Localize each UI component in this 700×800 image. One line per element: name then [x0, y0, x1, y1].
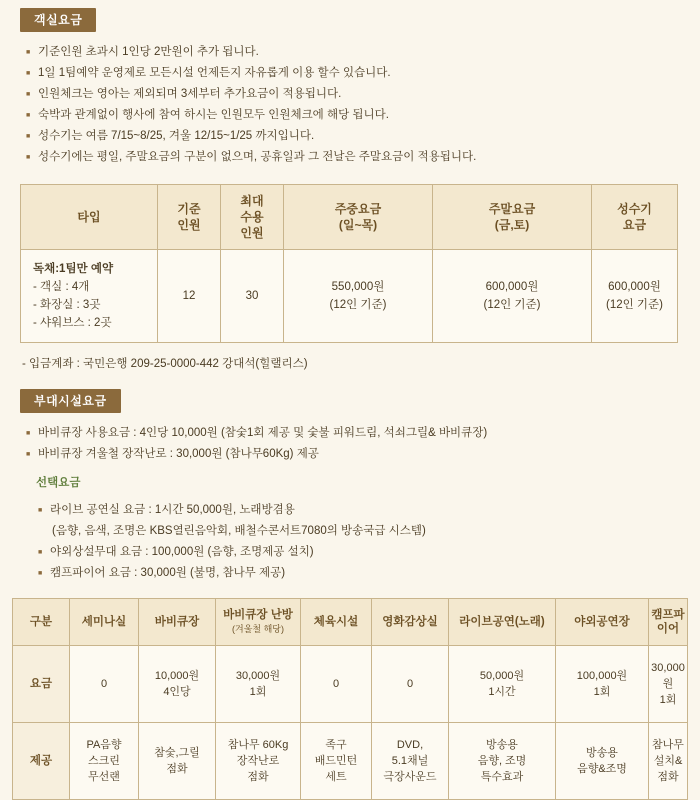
rooms-section-header — [0, 0, 700, 32]
col-campfire: 캠프파이어 — [649, 599, 688, 646]
cell-max-person: 30 — [221, 250, 284, 343]
col-peak: 성수기 요금 — [592, 185, 678, 250]
list-item: ■ 인원체크는 영아는 제외되며 3세부터 추가요금이 적용됩니다. — [26, 84, 700, 105]
cell-base-person: 12 — [158, 250, 221, 343]
list-item: ■ 숙박과 관계없이 행사에 참여 하시는 인원모두 인원체크에 해당 됩니다. — [26, 105, 700, 126]
cell-bbq-heating-price: 30,000원 1회 — [216, 646, 301, 723]
rowhead-provided: 제공 — [13, 723, 70, 800]
table-row-provided — [13, 723, 688, 800]
cell-outdoor-stage-price: 100,000원 1회 — [556, 646, 649, 723]
list-item: ■ 성수기는 여름 7/15~8/25, 겨울 12/15~1/25 까지입니다. — [26, 126, 700, 147]
cell-seminar-price: 0 — [70, 646, 139, 723]
facility-options-list — [0, 500, 700, 584]
col-cinema: 영화감상실 — [372, 599, 449, 646]
col-live: 라이브공연(노래) — [449, 599, 556, 646]
col-base-person: 기준 인원 — [158, 185, 221, 250]
list-item: ■ 야외상설무대 요금 : 100,000원 (음향, 조명제공 설치) — [38, 542, 700, 563]
cell-bbq-provided: 참숯,그릴 점화 — [139, 723, 216, 800]
facility-section-title: 부대시설요금 — [20, 389, 121, 413]
col-division: 구분 — [13, 599, 70, 646]
cell-weekend-price: 600,000원 (12인 기준) — [433, 250, 592, 343]
cell-live-provided: 방송용 음향, 조명 특수효과 — [449, 723, 556, 800]
cell-bbq-price: 10,000원 4인당 — [139, 646, 216, 723]
facility-section-header — [0, 371, 700, 413]
room-price-table — [20, 184, 678, 343]
cell-sports-price: 0 — [301, 646, 372, 723]
cell-campfire-provided: 참나무 설치&점화 — [649, 723, 688, 800]
list-item: ■ 바비큐장 사용요금 : 4인당 10,000원 (참숯1회 제공 및 숯불 피워드림, 석쇠그릴& 바비큐장) — [26, 423, 700, 444]
col-outdoor-stage: 야외공연장 — [556, 599, 649, 646]
bank-account-info: - 입금계좌 : 국민은행 209-25-0000-442 강대석(힐랠리스) — [22, 358, 308, 370]
cell-outdoor-stage-provided: 방송용 음향&조명 — [556, 723, 649, 800]
table-row-price — [13, 646, 688, 723]
col-type: 타입 — [21, 185, 158, 250]
col-sports: 체육시설 — [301, 599, 372, 646]
facility-notes-list — [0, 423, 700, 465]
col-weekday: 주중요금 (일~목) — [284, 185, 433, 250]
cell-cinema-provided: DVD, 5.1채널 극장사운드 — [372, 723, 449, 800]
list-item: ■ 바비큐장 겨울철 장작난로 : 30,000원 (참나무60Kg) 제공 — [26, 444, 700, 465]
facility-price-table — [12, 598, 688, 800]
cell-weekday-price: 550,000원 (12인 기준) — [284, 250, 433, 343]
rooms-notes-list — [0, 42, 700, 168]
list-item: ■ 기준인원 초과시 1인당 2만원이 추가 됩니다. — [26, 42, 700, 63]
col-seminar: 세미나실 — [70, 599, 139, 646]
rowhead-price: 요금 — [13, 646, 70, 723]
table-header-row — [13, 599, 688, 646]
list-item-sub: (음향, 음색, 조명은 KBS열린음악회, 배철수콘서트7080의 방송국급 시스템) — [52, 525, 426, 537]
rooms-section-title: 객실요금 — [20, 8, 96, 32]
cell-seminar-provided: PA음향 스크린 무선랜 — [70, 723, 139, 800]
cell-campfire-price: 30,000원 1회 — [649, 646, 688, 723]
list-item: ■ 라이브 공연실 요금 : 1시간 50,000원, 노래방겸용 — [38, 500, 700, 521]
cell-peak-price: 600,000원 (12인 기준) — [592, 250, 678, 343]
col-bbq: 바비큐장 — [139, 599, 216, 646]
table-row — [21, 250, 678, 343]
list-item: ■ 1일 1팀예약 운영제로 모든시설 언제든지 자유롭게 이용 할수 있습니다. — [26, 63, 700, 84]
list-item: ■ 캠프파이어 요금 : 30,000원 (불명, 참나무 제공) — [38, 563, 700, 584]
col-bbq-heating: 바비큐장 난방 (겨울철 해당) — [216, 599, 301, 646]
cell-sports-provided: 족구 배드민턴 세트 — [301, 723, 372, 800]
option-price-title: 선택요금 — [36, 477, 81, 489]
cell-bbq-heating-provided: 참나무 60Kg 장작난로 점화 — [216, 723, 301, 800]
cell-room-type: 독채:1팀만 예약 - 객실 : 4개 - 화장실 : 3곳 - 샤워브스 : 2곳 — [21, 250, 158, 343]
col-weekend: 주말요금 (금,토) — [433, 185, 592, 250]
list-item: ■ 성수기에는 평일, 주말요금의 구분이 없으며, 공휴일과 그 전날은 주말요금이 적용됩니다. — [26, 147, 700, 168]
cell-live-price: 50,000원 1시간 — [449, 646, 556, 723]
col-max-person: 최대 수용 인원 — [221, 185, 284, 250]
col-bbq-heating-sub: (겨울철 해당) — [232, 624, 284, 634]
cell-cinema-price: 0 — [372, 646, 449, 723]
table-header-row — [21, 185, 678, 250]
